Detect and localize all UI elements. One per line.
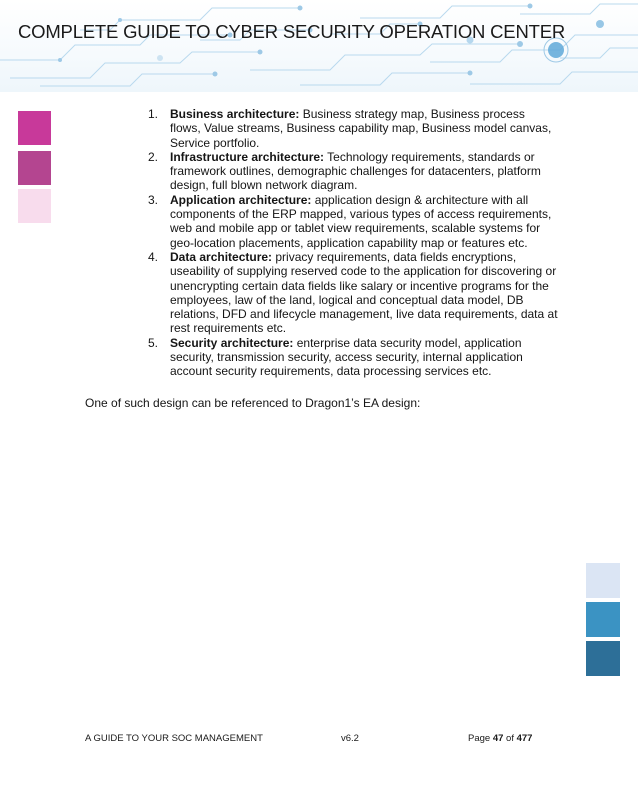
- body-paragraph: One of such design can be referenced to Dragon1’s EA design:: [85, 396, 421, 410]
- list-item: [148, 193, 558, 250]
- blue-accent-block-2: [586, 602, 620, 637]
- footer-version: v6.2: [341, 733, 359, 744]
- pink-accent-block-2: [18, 151, 51, 185]
- blue-accent-block-1: [586, 563, 620, 598]
- blue-accent-block-3: [586, 641, 620, 676]
- list-item: [148, 250, 558, 336]
- list-text: enterprise data security model, application security, transmission security, access security, internal application account security requirements, data processing services etc.: [170, 335, 523, 379]
- list-text: Business strategy map, Business process flows, Value streams, Business capability map, Business model canvas, Service portfolio.: [170, 107, 552, 150]
- footer-guide-title: A GUIDE TO YOUR SOC MANAGEMENT: [85, 733, 263, 744]
- page-of: of: [503, 733, 517, 744]
- list-term: Infrastructure architecture:: [170, 149, 325, 164]
- list-number: 3.: [148, 192, 159, 207]
- list-item: [148, 150, 558, 193]
- list-number: 4.: [148, 249, 159, 264]
- page-label: Page: [468, 733, 493, 744]
- pink-accent-block-3: [18, 189, 51, 223]
- list-text: Technology requirements, standards or framework outlines, demographic challenges for datacenters, platform design, full blown network diagram.: [170, 149, 541, 193]
- circuit-board-icon: [0, 0, 638, 92]
- page-title: COMPLETE GUIDE TO CYBER SECURITY OPERATION CENTER: [18, 21, 566, 42]
- page-total: 477: [516, 733, 533, 744]
- pink-accent-block-1: [18, 111, 51, 145]
- list-item: [148, 107, 558, 150]
- architecture-list: [148, 107, 558, 379]
- list-text: privacy requirements, data fields encryptions, useability of supplying reserved code to the application for discovering or unencrypting certain data fields like salary or incentive programs for the employees, law of the land, logical and conceptual data model, DB relations, DFD and lifecycle management, live data requirements, data at rest requirements etc.: [170, 249, 558, 336]
- list-term: Application architecture:: [170, 192, 312, 207]
- footer-page-number: [468, 733, 532, 744]
- list-number: 5.: [148, 335, 159, 350]
- list-number: 2.: [148, 149, 159, 164]
- list-term: Business architecture:: [170, 107, 300, 121]
- list-number: 1.: [148, 107, 159, 121]
- list-item: [148, 336, 558, 379]
- list-text: application design & architecture with all components of the ERP mapped, various types of access requirements, web and mobile app or tablet view requirements, scalable systems for geo-location placements, application capability map or features etc.: [170, 192, 552, 250]
- list-term: Data architecture:: [170, 249, 273, 264]
- page-current: 47: [492, 733, 504, 744]
- header-band: [0, 0, 638, 92]
- list-term: Security architecture:: [170, 335, 294, 350]
